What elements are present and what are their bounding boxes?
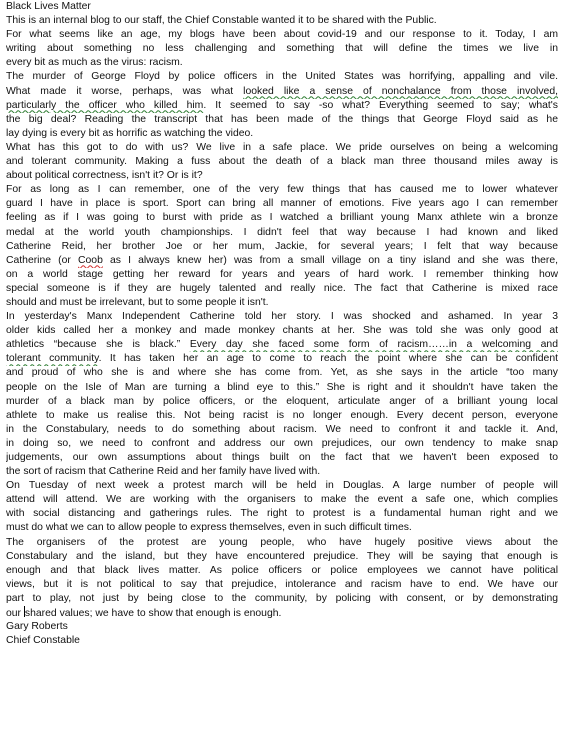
- text-line: judgements, our own assumptions about things built on the fact that we haven't been exposed to: [6, 452, 558, 463]
- text-line: feeling as if I was going to burst with pride as I watched a brilliant young Manx athlete win a bronze: [6, 212, 558, 224]
- text-line: and tolerant community. Making a fuss about the death of a black man three thousand miles away is: [6, 156, 558, 168]
- text-line: enough and that black lives matter. As police officers or police employees we cannot have political: [6, 564, 558, 576]
- text-line: Catherine (or Coob as I always knew her) was from a small village on a tiny island and she was there,: [6, 254, 558, 266]
- text-line: tolerant community. It has taken her an age to come to reach the point where she can be confident: [6, 353, 558, 365]
- text-line: and proud of who she is and where she has come from. Yet, as she says in the article “too many: [6, 367, 558, 379]
- text-line: on a world stage getting her reward for years and years of hard work. I remember thinking how: [6, 268, 558, 280]
- text-line: writing about something no less challenging and something that will define the times we live in: [6, 43, 558, 55]
- text-line: about political correctness, isn't it? Or is it?: [6, 170, 203, 182]
- text-line: with social distancing and gatherings rules. The right to protest is a fundamental human right and we: [6, 508, 558, 520]
- text-cursor: [24, 606, 25, 617]
- text-line: athletics “because she is black.” Every day she faced some form of racism……in a welcoming and: [6, 339, 558, 351]
- text-line: the sort of racism that Catherine Reid and her family have lived with.: [6, 466, 321, 478]
- text-line: views, but it is not political to say that prejudice, intolerance and racism have to end. We have our: [6, 578, 558, 590]
- document-body[interactable]: [6, 0, 558, 648]
- signature-name: Gary Roberts: [6, 621, 68, 633]
- text-line: In yesterday's Manx Independent Catherine told her story. I was shocked and ashamed. In year 3: [6, 311, 558, 323]
- text-line: Constabulary and the island, but they have encountered prejudice. They will be saying that enough is: [6, 550, 558, 562]
- text-line: people on the Isle of Man are turning a blind eye to this.” She is right and it shouldn't have taken the: [6, 381, 558, 393]
- text-line: medal at the world youth championships. I didn't feel that way because I had known and liked: [6, 226, 558, 238]
- page-title: Black Lives Matter: [6, 1, 91, 12]
- signature-role: Chief Constable: [6, 635, 80, 647]
- text-line: For what seems like an age, my blogs have been about covid-19 and our response to it. Today, I am: [6, 29, 558, 41]
- text-line: in doing so, we need to confront and address our own prejudices, our own tendency to make snap: [6, 437, 558, 449]
- text-line: lay dying is every bit as horrific as watching the video.: [6, 127, 254, 139]
- blog-text: [6, 14, 558, 620]
- text-line: should and must be irrelevant, but to some people it isn't.: [6, 296, 269, 308]
- text-line: The murder of George Floyd by police officers in the United States was horrifying, appalling and vile.: [6, 71, 558, 83]
- text-line: murder of a black man by police officers, or the eloquent, articulate anger of a brilliant young local: [6, 395, 558, 407]
- text-line: This is an internal blog to our staff, the Chief Constable wanted it to be shared with the Public.: [6, 15, 437, 27]
- text-line: in the Constabulary, needs to do something about racism. We need to confront it and tackle it. And,: [6, 423, 558, 435]
- text-line: our shared values; we have to show that enough is enough.: [6, 608, 282, 620]
- text-line: every bit as much as the virus: racism.: [6, 57, 183, 69]
- text-line: For as long as I can remember, one of the very few things that has caused me to lower whatever: [6, 184, 558, 196]
- text-line: the big deal? Reading the transcript that has been made of the things that George Floyd said as he: [6, 113, 558, 125]
- text-line: part to play, not just by being close to the community, by policing with consent, or by demonstrating: [6, 592, 558, 604]
- text-line: attend will attend. We are working with the organisers to make the event a safe one, which complies: [6, 494, 558, 506]
- text-line: What has this got to do with us? We live in a safe place. We pride ourselves on being a welcoming: [6, 141, 558, 153]
- text-line: older kids called her a monkey and made monkey chants at her. She was told she was only good at: [6, 325, 558, 337]
- text-line: must do what we can to allow people to express themselves, even in such difficult times.: [6, 522, 412, 534]
- text-line: The organisers of the protest are young people, who have hugely positive views about the: [6, 536, 558, 548]
- text-line: particularly the officer who killed him. It seemed to say -so what? Everything seemed to say; what's: [6, 99, 558, 111]
- text-line: athlete to make us realise this. Not being racist is no longer enough. Every decent person, everyone: [6, 409, 558, 421]
- text-line: special someone is if they are hugely talented and really nice. The fact that Catherine is mixed race: [6, 282, 558, 294]
- text-line: guard I have in place is sport. Sport can bring all manner of emotions. Five years ago I can remember: [6, 198, 558, 210]
- text-line: Catherine Reid, her brother Joe or her mum, Jackie, for several years; I felt that way because: [6, 240, 558, 252]
- text-line: What made it worse, perhaps, was what looked like a sense of nonchalance from those involved,: [6, 85, 558, 97]
- text-line: On Tuesday of next week a protest march will be held in Douglas. A large number of people will: [6, 480, 558, 492]
